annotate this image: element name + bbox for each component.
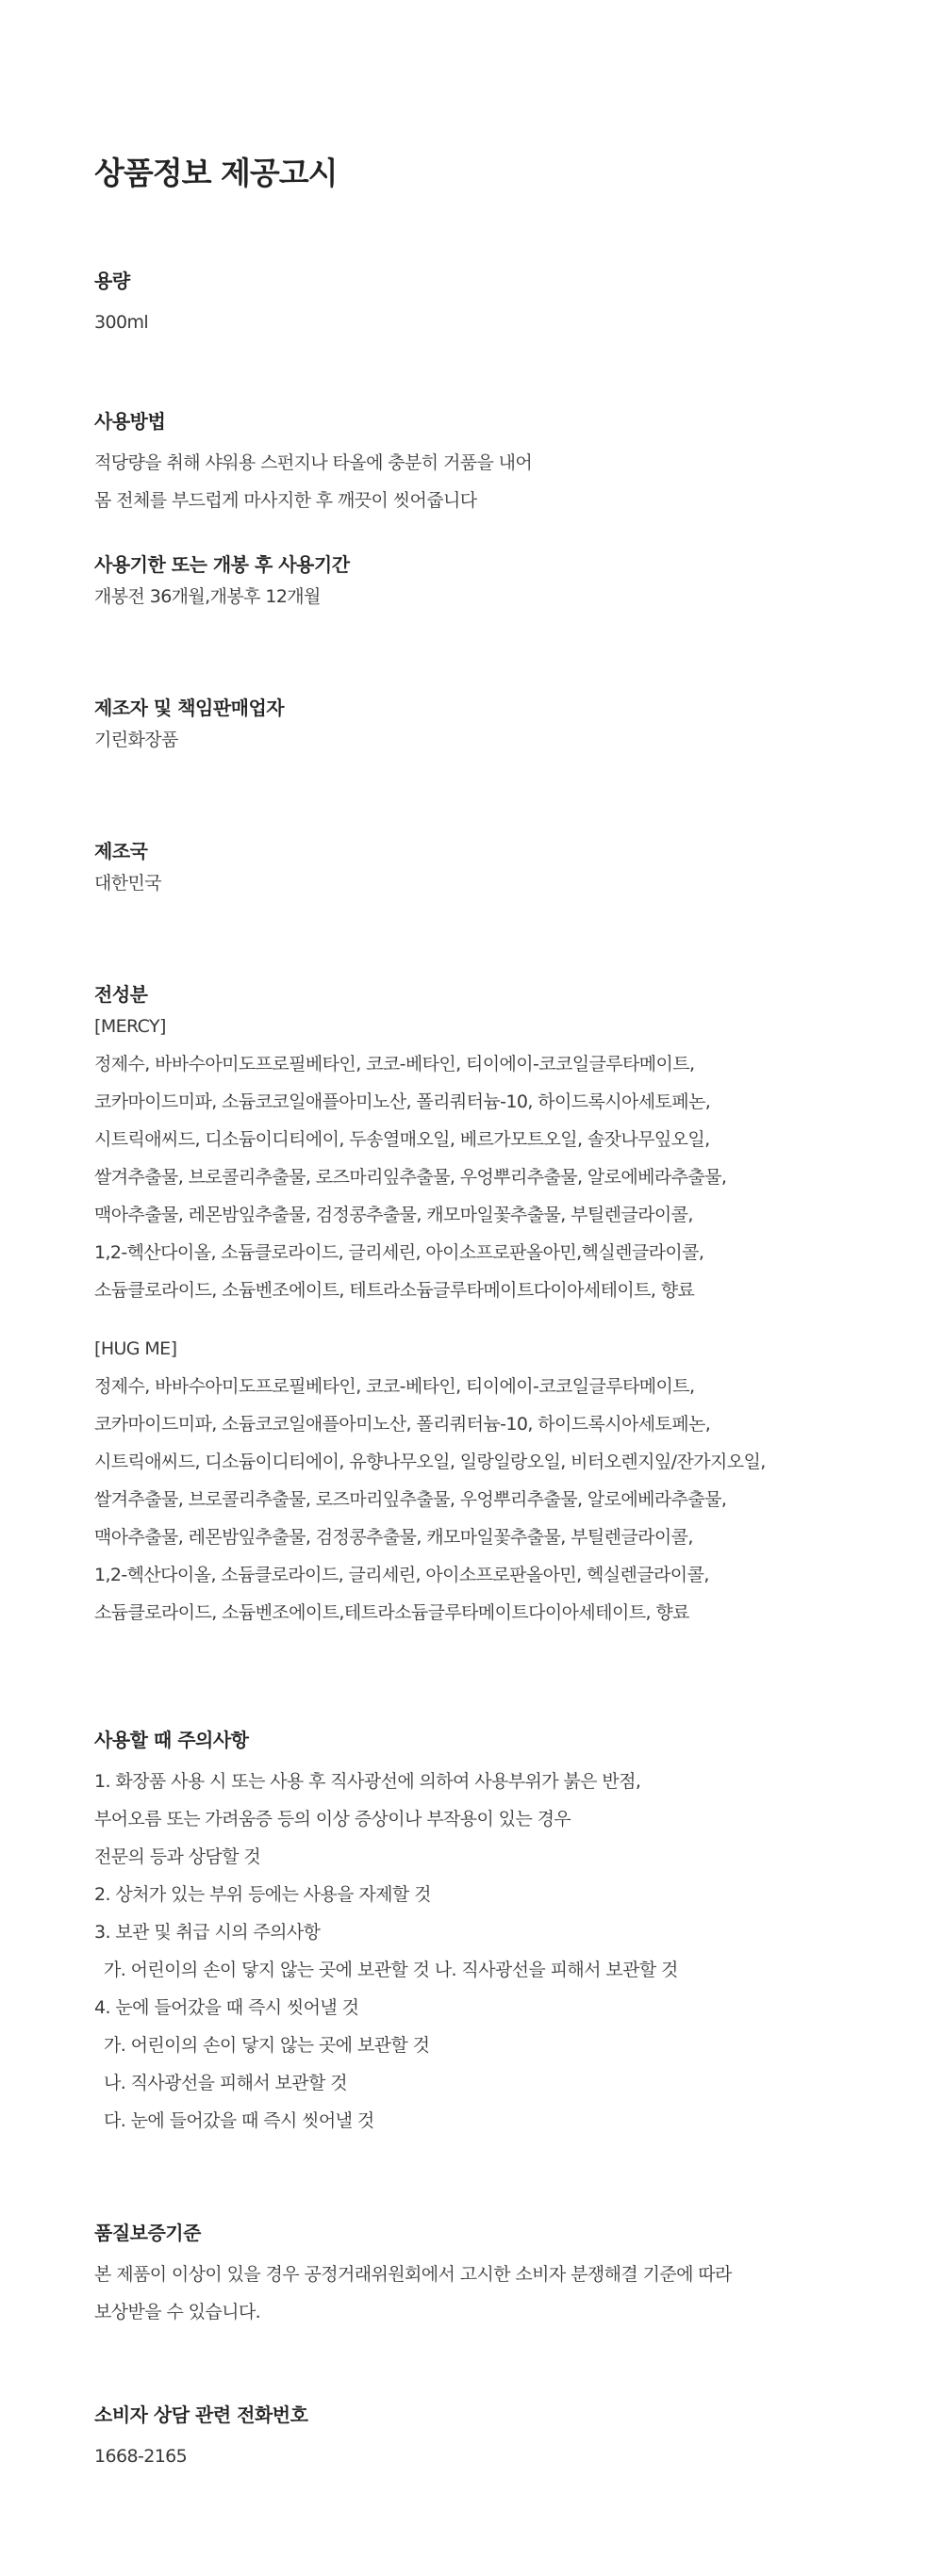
usage-text <box>94 444 905 519</box>
cautions-section <box>94 1727 905 2140</box>
ingredient-line: 1,2-헥산다이올, 소듐클로라이드, 글리세린, 아이소프로판올아민, 헥실렌글라이콜, <box>94 1565 709 1585</box>
ingredients-section <box>94 981 905 1632</box>
usage-section <box>94 408 905 519</box>
manufacturer-label: 제조자 및 책임판매업자 <box>94 697 285 719</box>
cautions-label: 사용할 때 주의사항 <box>94 1729 249 1751</box>
quality-line: 본 제품이 이상이 있을 경우 공정거래위원회에서 고시한 소비자 분쟁해결 기준에 따라 <box>94 2264 732 2285</box>
quality-section <box>94 2220 905 2331</box>
country-section <box>94 838 905 902</box>
expiry-section <box>94 551 905 615</box>
ingredients-hugme <box>94 1330 905 1632</box>
ingredient-line: 코카마이드미파, 소듐코코일애플아미노산, 폴리쿼터늄-10, 하이드록시아세토페논, <box>94 1414 711 1435</box>
caution-item: 3. 보관 및 취급 시의 주의사항 <box>94 1922 321 1943</box>
usage-line: 적당량을 취해 샤워용 스펀지나 타올에 충분히 거품을 내어 <box>94 452 533 473</box>
manufacturer-section <box>94 695 905 759</box>
contact-label: 소비자 상담 관련 전화번호 <box>94 2404 308 2426</box>
caution-item: 전문의 등과 상담할 것 <box>94 1846 261 1867</box>
contact-section <box>94 2402 905 2475</box>
ingredient-line: 맥아추출물, 레몬밤잎추출물, 검정콩추출물, 캐모마일꽃추출물, 부틸렌글라이콜, <box>94 1527 693 1548</box>
caution-item: 나. 직사광선을 피해서 보관할 것 <box>104 2073 348 2093</box>
expiry-value: 개봉전 36개월,개봉후 12개월 <box>94 586 321 607</box>
quality-line: 보상받을 수 있습니다. <box>94 2302 261 2322</box>
ingredient-line: 소듐클로라이드, 소듐벤조에이트, 테트라소듐글루타메이트다이아세테이트, 향료 <box>94 1280 695 1301</box>
volume-section <box>94 268 905 341</box>
volume-value: 300ml <box>94 312 149 333</box>
ingredients-mercy <box>94 1008 905 1309</box>
ingredient-line: 시트릭애씨드, 디소듐이디티에이, 두송열매오일, 베르가모트오일, 솔잣나무잎오일, <box>94 1129 710 1150</box>
quality-text <box>94 2256 905 2331</box>
caution-item: 가. 어린이의 손이 닿지 않는 곳에 보관할 것 <box>104 2035 430 2056</box>
ingredients-label: 전성분 <box>94 983 148 1006</box>
ingredient-line: 코카마이드미파, 소듐코코일애플아미노산, 폴리쿼터늄-10, 하이드록시아세토페논, <box>94 1091 711 1112</box>
page-title: 상품정보 제공고시 <box>94 155 338 191</box>
product-variant-name: [MERCY] <box>94 1016 166 1037</box>
ingredient-line: 시트릭애씨드, 디소듐이디티에이, 유향나무오일, 일랑일랑오일, 비터오렌지잎/잔가지오일, <box>94 1452 766 1472</box>
country-label: 제조국 <box>94 840 148 862</box>
quality-label: 품질보증기준 <box>94 2222 201 2244</box>
ingredient-line: 쌀겨추출물, 브로콜리추출물, 로즈마리잎추출물, 우엉뿌리추출물, 알로에베라추출물, <box>94 1167 727 1188</box>
manufacturer-value: 기린화장품 <box>94 730 178 750</box>
usage-label: 사용방법 <box>94 410 166 433</box>
caution-item: 부어오름 또는 가려움증 등의 이상 증상이나 부작용이 있는 경우 <box>94 1809 571 1829</box>
cautions-list <box>94 1763 905 2140</box>
product-variant-name: [HUG ME] <box>94 1338 177 1359</box>
caution-item: 1. 화장품 사용 시 또는 사용 후 직사광선에 의하여 사용부위가 붉은 반점, <box>94 1771 641 1792</box>
contact-phone: 1668-2165 <box>94 2446 188 2467</box>
expiry-label: 사용기한 또는 개봉 후 사용기간 <box>94 553 350 576</box>
usage-line: 몸 전체를 부드럽게 마사지한 후 깨끗이 씻어줍니다 <box>94 490 477 511</box>
ingredient-line: 정제수, 바바수아미도프로필베타인, 코코-베타인, 티이에이-코코일글루타메이트, <box>94 1054 695 1075</box>
ingredient-line: 정제수, 바바수아미도프로필베타인, 코코-베타인, 티이에이-코코일글루타메이트, <box>94 1376 695 1397</box>
caution-item: 4. 눈에 들어갔을 때 즉시 씻어낼 것 <box>94 1997 359 2018</box>
ingredient-line: 맥아추출물, 레몬밤잎추출물, 검정콩추출물, 캐모마일꽃추출물, 부틸렌글라이콜, <box>94 1205 693 1225</box>
caution-item: 다. 눈에 들어갔을 때 즉시 씻어낼 것 <box>104 2110 374 2131</box>
ingredient-line: 1,2-헥산다이올, 소듐클로라이드, 글리세린, 아이소프로판올아민,헥실렌글라이콜, <box>94 1242 704 1263</box>
country-value: 대한민국 <box>94 873 162 894</box>
caution-item: 가. 어린이의 손이 닿지 않는 곳에 보관할 것 나. 직사광선을 피해서 보관할 것 <box>104 1960 678 1980</box>
volume-label: 용량 <box>94 270 130 292</box>
ingredient-line: 소듐클로라이드, 소듐벤조에이트,테트라소듐글루타메이트다이아세테이트, 향료 <box>94 1602 689 1623</box>
ingredient-line: 쌀겨추출물, 브로콜리추출물, 로즈마리잎추출물, 우엉뿌리추출물, 알로에베라추출물, <box>94 1489 727 1510</box>
caution-item: 2. 상처가 있는 부위 등에는 사용을 자제할 것 <box>94 1884 431 1905</box>
